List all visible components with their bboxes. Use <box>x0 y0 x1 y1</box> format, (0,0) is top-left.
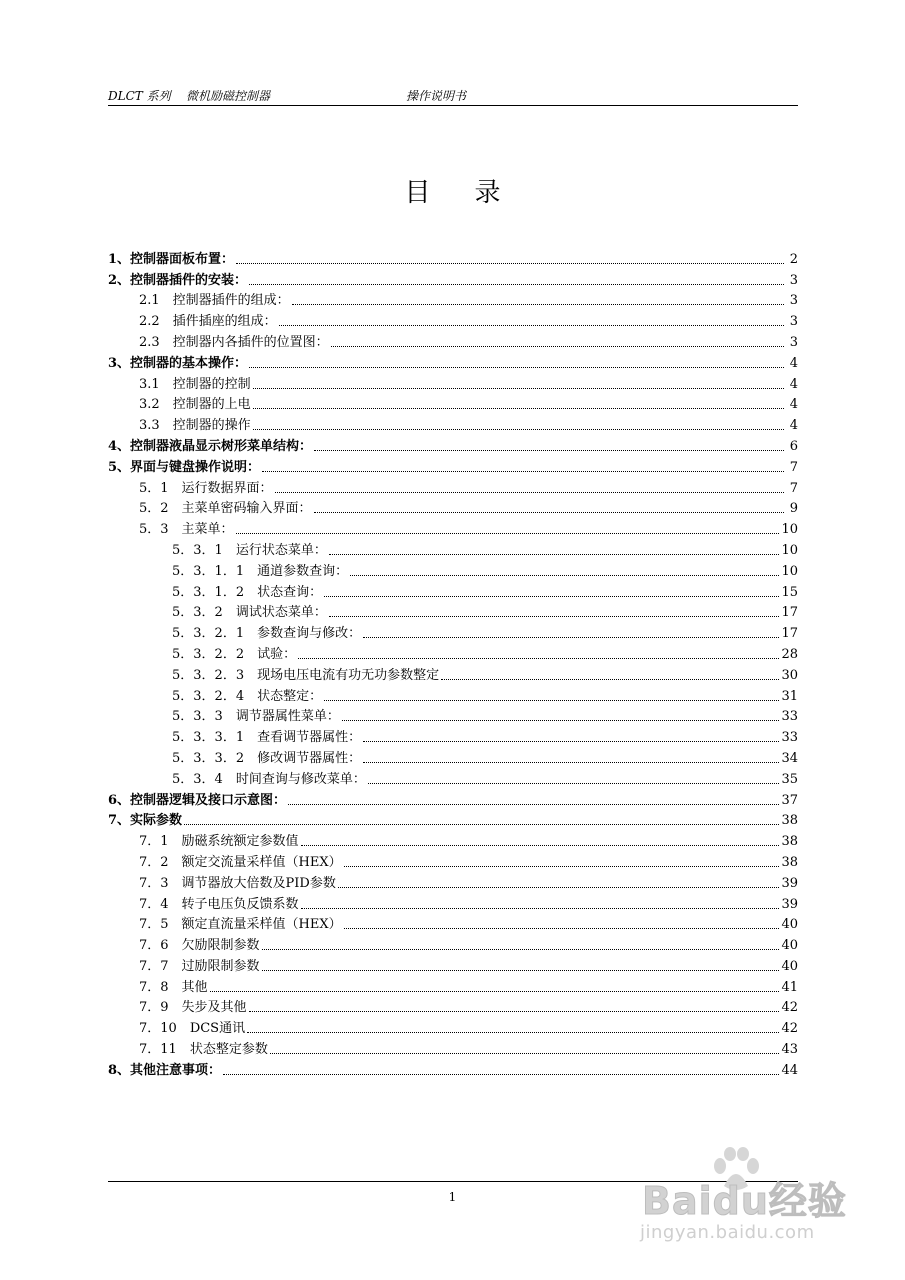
toc-entry <box>108 849 798 870</box>
toc-leader-dots <box>236 263 784 264</box>
toc-leader-dots <box>279 325 784 326</box>
toc-leader-dots <box>363 762 779 763</box>
toc-entry-title: 5．3．1 运行状态菜单： <box>172 542 327 558</box>
toc-entry-title: 8、其他注意事项： <box>108 1062 222 1078</box>
toc-leader-dots <box>275 492 784 493</box>
toc-entry <box>108 891 798 912</box>
watermark-brand: Baidu经验 <box>642 1179 847 1223</box>
toc-entry-title: 7．1 励磁系统额定参数值 <box>139 834 299 850</box>
toc-entry-page: 44 <box>781 1062 798 1078</box>
toc-entry-page: 4 <box>789 376 798 392</box>
toc-leader-dots <box>253 429 784 430</box>
toc-entry-title: 5．3 主菜单： <box>139 522 234 538</box>
toc-entry-page: 38 <box>781 834 798 850</box>
toc-entry-title: 3.3 控制器的操作 <box>139 418 251 434</box>
toc-entry-page: 4 <box>789 397 798 413</box>
header-manual: 操作说明书 <box>406 89 467 103</box>
toc-entry-title: 5．3．3．2 修改调节器属性： <box>172 750 362 766</box>
toc-entry-title: 7．8 其他 <box>139 979 208 995</box>
toc-entry <box>108 620 798 641</box>
toc-leader-dots <box>292 304 784 305</box>
toc-entry-page: 43 <box>781 1042 798 1058</box>
header-product: 微机励磁控制器 <box>186 89 271 103</box>
toc-entry <box>108 828 798 849</box>
toc-entry-page: 41 <box>781 979 798 995</box>
toc-entry-title: 5．3．2．4 状态整定： <box>172 688 323 704</box>
toc-entry <box>108 766 798 787</box>
toc-entry-page: 3 <box>789 272 798 288</box>
toc-entry-page: 34 <box>781 750 798 766</box>
toc-leader-dots <box>184 824 779 825</box>
watermark-url: jingyan.baidu.com <box>640 1222 815 1243</box>
toc-entry-title: 3.1 控制器的控制 <box>139 376 251 392</box>
toc-leader-dots <box>253 388 784 389</box>
toc-entry-title: 5．3．2．3 现场电压电流有功无功参数整定 <box>172 667 440 683</box>
toc-entry-page: 31 <box>781 688 798 704</box>
toc-leader-dots <box>223 1074 779 1075</box>
toc-entry <box>108 808 798 829</box>
toc-entry <box>108 953 798 974</box>
toc-leader-dots <box>324 596 779 597</box>
toc-entry-page: 28 <box>781 646 798 662</box>
toc-entry <box>108 870 798 891</box>
toc-entry-title: 7．7 过励限制参数 <box>139 958 260 974</box>
toc-entry <box>108 454 798 475</box>
toc-leader-dots <box>329 616 780 617</box>
toc-leader-dots <box>331 346 784 347</box>
toc-leader-dots <box>441 679 779 680</box>
toc-entry-page: 4 <box>789 418 798 434</box>
toc-entry-title: 6、控制器逻辑及接口示意图： <box>108 792 287 808</box>
toc-entry <box>108 662 798 683</box>
toc-leader-dots <box>249 284 784 285</box>
toc-entry <box>108 704 798 725</box>
toc-entry-title: 7．2 额定交流量采样值（HEX） <box>139 854 342 870</box>
toc-entry-title: 7．11 状态整定参数 <box>139 1042 268 1058</box>
toc-entry <box>108 641 798 662</box>
toc-leader-dots <box>262 471 784 472</box>
toc-entry-page: 42 <box>781 1021 798 1037</box>
toc-entry-title: 7．6 欠励限制参数 <box>139 938 260 954</box>
toc-entry <box>108 683 798 704</box>
toc-entry-page: 3 <box>789 314 798 330</box>
toc-entry <box>108 433 798 454</box>
toc-leader-dots <box>262 970 780 971</box>
toc-entry-page: 42 <box>781 1000 798 1016</box>
toc-entry-title: 5．3．4 时间查询与修改菜单： <box>172 771 366 787</box>
toc-entry-title: 2.2 插件插座的组成： <box>139 314 277 330</box>
toc-leader-dots <box>344 928 780 929</box>
toc-entry <box>108 267 798 288</box>
toc-leader-dots <box>368 783 780 784</box>
toc-entry-page: 3 <box>789 293 798 309</box>
toc-entry-page: 3 <box>789 334 798 350</box>
toc-entry-page: 10 <box>781 563 798 579</box>
toc-entry <box>108 724 798 745</box>
toc-entry <box>108 475 798 496</box>
toc-entry-page: 4 <box>789 355 798 371</box>
toc-leader-dots <box>344 866 780 867</box>
toc-entry-title: 7、实际参数 <box>108 813 183 829</box>
toc-entry-title: 7．5 额定直流量采样值（HEX） <box>139 917 342 933</box>
page-header <box>108 83 798 106</box>
toc-entry <box>108 912 798 933</box>
toc-entry-page: 30 <box>781 667 798 683</box>
toc-leader-dots <box>301 845 780 846</box>
toc-entry <box>108 932 798 953</box>
toc-leader-dots <box>338 887 780 888</box>
toc-leader-dots <box>301 908 780 909</box>
toc-entry-page: 40 <box>781 938 798 954</box>
toc-entry <box>108 371 798 392</box>
toc-leader-dots <box>249 1011 780 1012</box>
toc-entry-title: 5．3．3．1 查看调节器属性： <box>172 730 362 746</box>
toc-entry-page: 15 <box>781 584 798 600</box>
toc-entry-title: 5．3．3 调节器属性菜单： <box>172 709 340 725</box>
toc-entry <box>108 600 798 621</box>
toc-entry-page: 38 <box>781 813 798 829</box>
toc-entry-page: 39 <box>781 896 798 912</box>
toc-entry-title: 2.3 控制器内各插件的位置图： <box>139 334 329 350</box>
toc-entry <box>108 496 798 517</box>
toc-entry-page: 6 <box>789 438 798 454</box>
toc-entry <box>108 350 798 371</box>
toc-entry <box>108 308 798 329</box>
toc-entry <box>108 787 798 808</box>
toc-entry-title: 5、界面与键盘操作说明： <box>108 459 261 475</box>
toc-entry <box>108 1015 798 1036</box>
toc-entry-title: 5．3．2．1 参数查询与修改： <box>172 626 362 642</box>
toc-leader-dots <box>288 804 779 805</box>
toc-entry <box>108 995 798 1016</box>
toc-entry-title: 3、控制器的基本操作： <box>108 355 248 371</box>
toc-leader-dots <box>249 367 784 368</box>
toc-entry-title: 7．10 DCS通讯 <box>139 1021 246 1037</box>
toc-entry-page: 17 <box>781 626 798 642</box>
toc-entry <box>108 392 798 413</box>
toc-leader-dots <box>363 741 779 742</box>
toc-leader-dots <box>253 408 784 409</box>
toc-entry-title: 5．3．2 调试状态菜单： <box>172 605 327 621</box>
toc-entry-page: 40 <box>781 917 798 933</box>
watermark <box>640 1140 880 1255</box>
toc-entry <box>108 412 798 433</box>
toc-entry-page: 2 <box>789 251 798 267</box>
toc-entry-page: 38 <box>781 854 798 870</box>
toc-entry-title: 2、控制器插件的安装： <box>108 272 248 288</box>
toc-entry-page: 7 <box>789 480 798 496</box>
toc-leader-dots <box>329 554 780 555</box>
toc-entry-title: 5．3．2．2 试验： <box>172 646 297 662</box>
toc-entry-title: 5．2 主菜单密码输入界面： <box>139 501 312 517</box>
toc-leader-dots <box>314 512 784 513</box>
toc-entry-title: 7．9 失步及其他 <box>139 1000 247 1016</box>
toc-leader-dots <box>314 450 784 451</box>
page-title: 目录 <box>404 178 545 208</box>
toc-entry-title: 5．3．1．1 通道参数查询： <box>172 563 349 579</box>
toc-entry <box>108 1036 798 1057</box>
toc-entry-title: 5．1 运行数据界面： <box>139 480 273 496</box>
toc-leader-dots <box>363 637 779 638</box>
toc-entry <box>108 537 798 558</box>
toc-leader-dots <box>350 575 779 576</box>
toc-leader-dots <box>342 720 780 721</box>
toc-leader-dots <box>262 949 780 950</box>
toc-entry-title: 4、控制器液晶显示树形菜单结构： <box>108 438 313 454</box>
toc-entry-page: 39 <box>781 875 798 891</box>
table-of-contents <box>108 246 798 1078</box>
toc-entry <box>108 579 798 600</box>
toc-entry-page: 40 <box>781 958 798 974</box>
toc-entry <box>108 974 798 995</box>
toc-entry <box>108 745 798 766</box>
toc-entry-page: 9 <box>789 501 798 517</box>
toc-entry-title: 7．3 调节器放大倍数及PID参数 <box>139 875 336 891</box>
toc-entry-page: 10 <box>781 522 798 538</box>
toc-entry-title: 2.1 控制器插件的组成： <box>139 293 290 309</box>
page-number: 1 <box>448 1190 457 1204</box>
toc-entry <box>108 288 798 309</box>
toc-entry <box>108 1057 798 1078</box>
toc-entry-page: 33 <box>781 709 798 725</box>
toc-leader-dots <box>236 533 780 534</box>
header-series: DLCT 系列 <box>108 89 171 103</box>
toc-entry-page: 10 <box>781 542 798 558</box>
toc-entry-title: 5．3．1．2 状态查询： <box>172 584 323 600</box>
toc-entry-page: 35 <box>781 771 798 787</box>
toc-entry-page: 33 <box>781 730 798 746</box>
toc-entry <box>108 558 798 579</box>
toc-entry <box>108 246 798 267</box>
toc-entry-title: 3.2 控制器的上电 <box>139 397 251 413</box>
toc-leader-dots <box>298 658 779 659</box>
toc-leader-dots <box>270 1053 780 1054</box>
toc-entry-page: 17 <box>781 605 798 621</box>
toc-leader-dots <box>324 700 779 701</box>
toc-entry-title: 7．4 转子电压负反馈系数 <box>139 896 299 912</box>
toc-entry-page: 37 <box>781 792 798 808</box>
toc-entry <box>108 329 798 350</box>
toc-leader-dots <box>247 1032 779 1033</box>
toc-entry-title: 1、控制器面板布置： <box>108 251 235 267</box>
toc-entry-page: 7 <box>789 459 798 475</box>
toc-leader-dots <box>210 991 780 992</box>
toc-entry <box>108 516 798 537</box>
